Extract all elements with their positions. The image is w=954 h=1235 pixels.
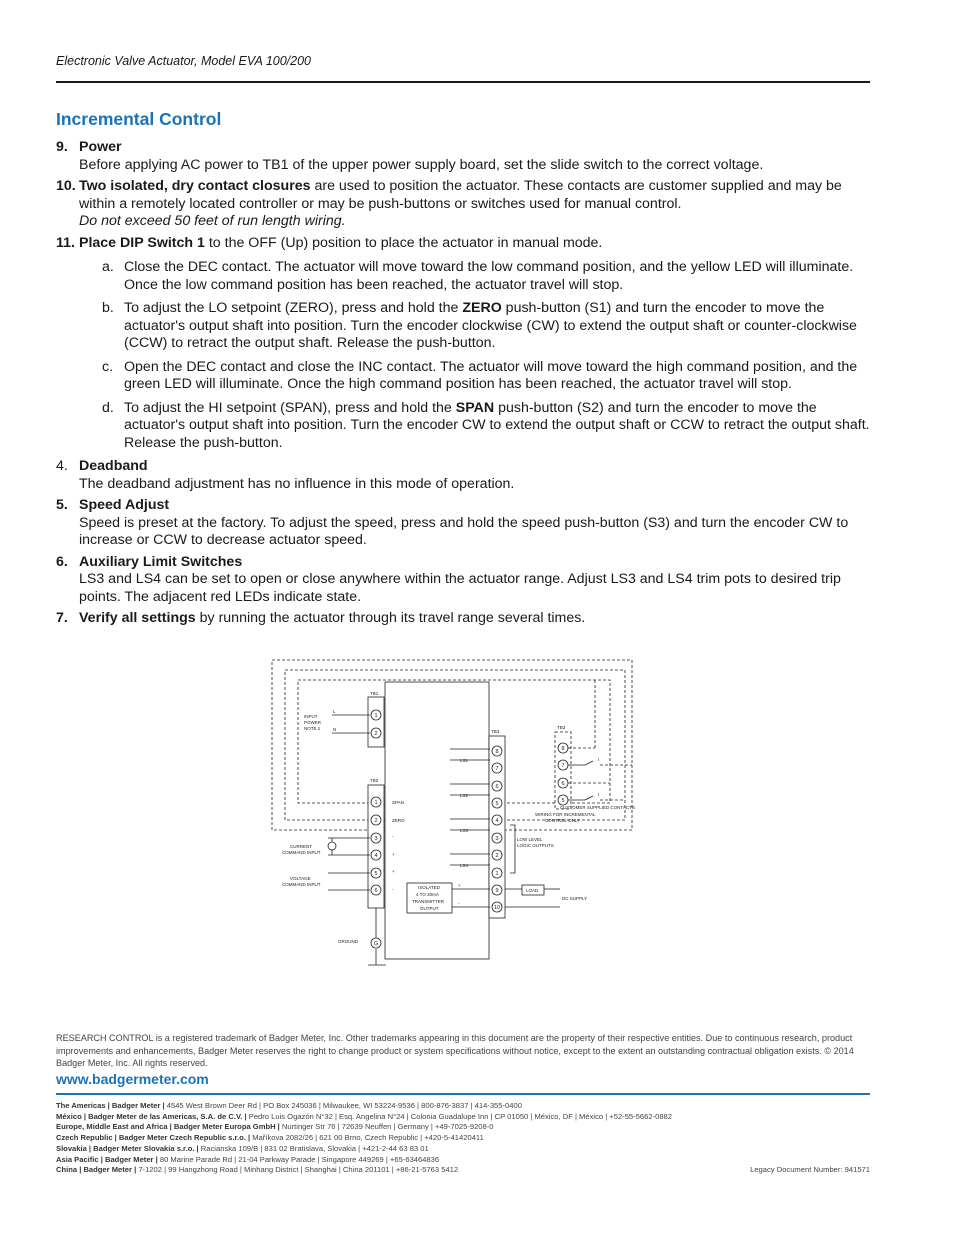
office-address: 4545 West Brown Deer Rd | PO Box 245036 | Milwaukee, WI 53224-9536 | 800-876-3837 | 414-355-0400 xyxy=(164,1101,522,1110)
plus-label: + xyxy=(392,869,395,874)
office-name: China | Badger Meter | xyxy=(56,1165,137,1175)
voltage-input-label: COMMAND INPUT xyxy=(282,882,321,887)
dip-sublist xyxy=(79,259,870,452)
item-label: Speed Adjust xyxy=(79,497,170,513)
wiring-diagram xyxy=(260,655,670,975)
voltage-input-label: VOLTAGE xyxy=(290,876,311,881)
office-row xyxy=(56,1165,870,1176)
item-text: by running the actuator through its travel range several times. xyxy=(195,610,586,626)
item-deadband xyxy=(56,458,870,493)
office-address: 80 Marine Parade Rd | 21-04 Parkway Parade | Singapore 449269 | +65-63464836 xyxy=(157,1154,440,1164)
item-power xyxy=(56,139,870,174)
tb3-customer-terminal: 7 xyxy=(561,763,565,769)
subitem-text: push-button (S2) and turn the encoder to move the actuator's output shaft into position. Turn the encoder CW to extend the output shaft or CCW to retract the output shaft. Release the push-button. xyxy=(124,399,870,451)
tb3-terminal: 4 xyxy=(495,818,499,824)
ls1-label: LS1 xyxy=(460,758,469,763)
header-rule xyxy=(56,81,870,83)
tb3-terminal: 1 xyxy=(495,871,499,877)
item-dip-switch xyxy=(56,235,870,453)
tb3-terminal: 8 xyxy=(495,749,499,755)
trademark-note: RESEARCH CONTROL is a registered trademark of Badger Meter, Inc. Other trademarks appearing in this document are the property of their respective entities. Due to continuous research, product improvements and enhancements, Badger Meter reserves the right to change product or system specifications without notice, except to the extent an outstanding contractual obligation exists. © 2014 Badger Meter, Inc. All rights reserved. xyxy=(56,1033,854,1068)
subitem-text: Close the DEC contact. The actuator will move toward the low command position, and the yellow LED will illuminate. Once the low command position has been reached, the actuator travel will stop. xyxy=(124,259,854,293)
subitem-letter: c. xyxy=(102,358,114,375)
website-link[interactable]: www.badgermeter.com xyxy=(56,1071,209,1087)
tb3-terminal: 7 xyxy=(495,766,499,772)
input-power-label: NOTE 1 xyxy=(304,726,321,731)
item-aux-limit xyxy=(56,554,870,607)
tb2-terminal: 1 xyxy=(374,800,378,806)
item-text: Speed is preset at the factory. To adjust the speed, press and hold the speed push-button (S3) and turn the encoder CW to increase or CCW to decrease actuator speed. xyxy=(79,514,849,548)
subitem-bold: ZERO xyxy=(462,300,502,316)
input-power-label: POWER xyxy=(304,720,322,725)
item-text: are used to position the actuator. These contacts are customer supplied and may be within a remotely located controller or may be push-buttons or switches used for manual control. xyxy=(79,178,842,212)
item-label: Place DIP Switch 1 xyxy=(79,234,205,251)
legacy-document-number: Legacy Document Number: 941571 xyxy=(750,1165,870,1174)
tb1-terminal: 2 xyxy=(374,731,378,737)
item-number: 4. xyxy=(56,458,68,474)
transmitter-label: 4 TO 20mA xyxy=(416,892,439,897)
input-power-label: INPUT xyxy=(304,714,318,719)
load-label: LOAD xyxy=(526,888,539,893)
subitem-text: To adjust the LO setpoint (ZERO), press and hold the xyxy=(124,300,463,316)
low-level-label: LOGIC OUTPUTS xyxy=(517,843,554,848)
office-row xyxy=(56,1155,870,1166)
ls2-label: LS2 xyxy=(460,793,469,798)
minus-label: - xyxy=(392,834,394,839)
item-contacts xyxy=(56,178,870,231)
office-name: Czech Republic | Badger Meter Czech Republic s.r.o. | xyxy=(56,1133,251,1143)
office-name: Asia Pacific | Badger Meter | xyxy=(56,1154,158,1164)
tb3-terminal: 2 xyxy=(495,853,499,859)
tb3-terminal: 3 xyxy=(495,836,499,842)
footer-rule xyxy=(56,1093,870,1095)
item-number: 10. xyxy=(56,178,76,194)
office-address: Nurtinger Str 76 | 72639 Neuffen | Germany | +49-7025-9208-0 xyxy=(279,1122,494,1132)
item-note: Do not exceed 50 feet of run length wiring. xyxy=(79,213,346,229)
office-list xyxy=(56,1101,870,1176)
tb1-strip xyxy=(368,697,384,747)
tb3-terminal: 10 xyxy=(493,905,501,911)
office-row xyxy=(56,1144,870,1155)
document-header: Electronic Valve Actuator, Model EVA 100/200 xyxy=(56,54,312,68)
office-address: Racianska 109/B | 831 02 Bratislava, Slovakia | +421-2-44 63 83 01 xyxy=(198,1143,429,1153)
item-number: 5. xyxy=(56,497,68,513)
line-l-label: L xyxy=(333,709,336,714)
item-label: Two isolated, dry contact closures xyxy=(79,178,311,194)
office-name: Europe, Middle East and Africa | Badger Meter Europa GmbH | xyxy=(56,1122,280,1132)
item-label: Verify all settings xyxy=(79,610,196,626)
tb2-terminal: 5 xyxy=(374,871,378,877)
item-text: The deadband adjustment has no influence in this mode of operation. xyxy=(79,475,515,492)
ls4-label: LS4 xyxy=(460,863,469,868)
tb1-terminal: 1 xyxy=(374,713,378,719)
line-n-label: N xyxy=(333,727,337,732)
tb1-label: TB1 xyxy=(370,691,379,696)
office-address: 7-1202 | 99 Hangzhong Road | Minhang District | Shanghai | China 201101 | +86-21-5763 5412 xyxy=(136,1165,459,1175)
plus-label: + xyxy=(458,883,461,888)
tb2-label: TB2 xyxy=(370,778,379,783)
tb2-terminal: 6 xyxy=(374,888,378,894)
subitem-letter: d. xyxy=(102,399,114,416)
subitem-text: To adjust the HI setpoint (SPAN), press and hold the xyxy=(124,399,456,416)
office-row xyxy=(56,1101,870,1112)
item-label: Deadband xyxy=(79,458,148,474)
span-label: SPAN xyxy=(392,800,404,805)
transmitter-label: OUTPUT xyxy=(420,906,439,911)
office-row xyxy=(56,1112,870,1123)
office-name: The Americas | Badger Meter | xyxy=(56,1101,165,1110)
subitem-d xyxy=(79,400,870,453)
current-input-label: COMMAND INPUT xyxy=(282,850,321,855)
tb3-customer-terminal: 5 xyxy=(561,798,565,804)
item-number: 7. xyxy=(56,610,68,626)
subitem-a xyxy=(79,259,870,294)
minus-label: - xyxy=(458,901,460,906)
item-number: 11. xyxy=(56,234,75,251)
office-address: Pedro Luis Ogazón N°32 | Esq. Angelina N°24 | Colonia Guadalupe Inn | CP 01050 | México, DF | México | +52-55-5662-0882 xyxy=(246,1111,672,1121)
item-text: LS3 and LS4 can be set to open or close anywhere within the actuator range. Adjust LS3 and LS4 trim pots to desired trip points. The adjacent red LEDs indicate state. xyxy=(79,571,841,605)
wiring-label: CONTROL ONLY xyxy=(545,818,581,823)
office-name: México | Badger Meter de las Americas, S.A. de C.V. | xyxy=(56,1111,247,1121)
minus-label: - xyxy=(392,887,394,892)
current-input-label: CURRENT xyxy=(290,844,312,849)
tb2-terminal: 4 xyxy=(374,853,378,859)
subitem-letter: a. xyxy=(102,259,114,275)
tb3-customer-terminal: 6 xyxy=(561,781,565,787)
item-number: 9. xyxy=(56,139,68,155)
wiring-label: WIRING FOR INCREMENTAL xyxy=(535,812,596,817)
ls3-label: LS3 xyxy=(460,828,469,833)
office-name: Slovakia | Badger Meter Slovakia s.r.o. | xyxy=(56,1143,199,1153)
zero-label: ZERO xyxy=(392,818,405,823)
item-text: to the OFF (Up) position to place the actuator in manual mode. xyxy=(204,234,603,251)
item-verify xyxy=(56,610,870,628)
subitem-text: Open the DEC contact and close the INC contact. The actuator will move toward the high command position, and the green LED will illuminate. Once the high command position has been reached, the actuator travel will stop. xyxy=(124,358,858,392)
item-speed xyxy=(56,497,870,550)
tb3-customer-label: TB3 xyxy=(557,725,566,730)
item-label: Auxiliary Limit Switches xyxy=(79,553,243,570)
tb2-terminal: 2 xyxy=(374,818,378,824)
transmitter-label: TRANSMITTER xyxy=(412,899,444,904)
i-label: I xyxy=(598,757,600,762)
tb3-customer-terminal: 8 xyxy=(561,746,565,752)
instructions-body xyxy=(56,139,870,632)
subitem-text: push-button (S1) and turn the encoder to move the actuator's output shaft into position. Turn the encoder clockwise (CW) to extend the output shaft or counter-clockwise (CCW) to retract the output shaft. Release the push-button. xyxy=(124,300,857,351)
subitem-bold: SPAN xyxy=(455,399,495,416)
tb3-terminal: 9 xyxy=(495,888,499,894)
section-title: Incremental Control xyxy=(56,109,222,129)
plus-label: + xyxy=(392,852,395,857)
office-address: Maříkova 2082/26 | 621 00 Brno, Czech Republic | +420-5-41420411 xyxy=(250,1133,484,1143)
subitem-c xyxy=(79,359,870,394)
i-label: I xyxy=(598,792,600,797)
office-row xyxy=(56,1122,870,1133)
low-level-label: LOW LEVEL xyxy=(517,837,543,842)
dc-supply-label: DC SUPPLY xyxy=(562,896,588,901)
transmitter-label: ISOLATED xyxy=(418,885,440,890)
subitem-b xyxy=(79,300,870,353)
customer-contacts-label: CUSTOMER SUPPLIED CONTACTS xyxy=(560,805,635,810)
tb3-terminal: 6 xyxy=(495,784,499,790)
item-text: Before applying AC power to TB1 of the upper power supply board, set the slide switch to the correct voltage. xyxy=(79,156,764,173)
tb3-label: TB3 xyxy=(491,729,500,734)
tb3-terminal: 5 xyxy=(495,801,499,807)
tb2-terminal: 3 xyxy=(374,836,378,842)
ground-terminal: G xyxy=(373,941,379,947)
office-row xyxy=(56,1133,870,1144)
item-number: 6. xyxy=(56,553,68,570)
item-label: Power xyxy=(79,139,122,155)
ground-label: GROUND xyxy=(338,939,358,944)
subitem-letter: b. xyxy=(102,300,114,316)
